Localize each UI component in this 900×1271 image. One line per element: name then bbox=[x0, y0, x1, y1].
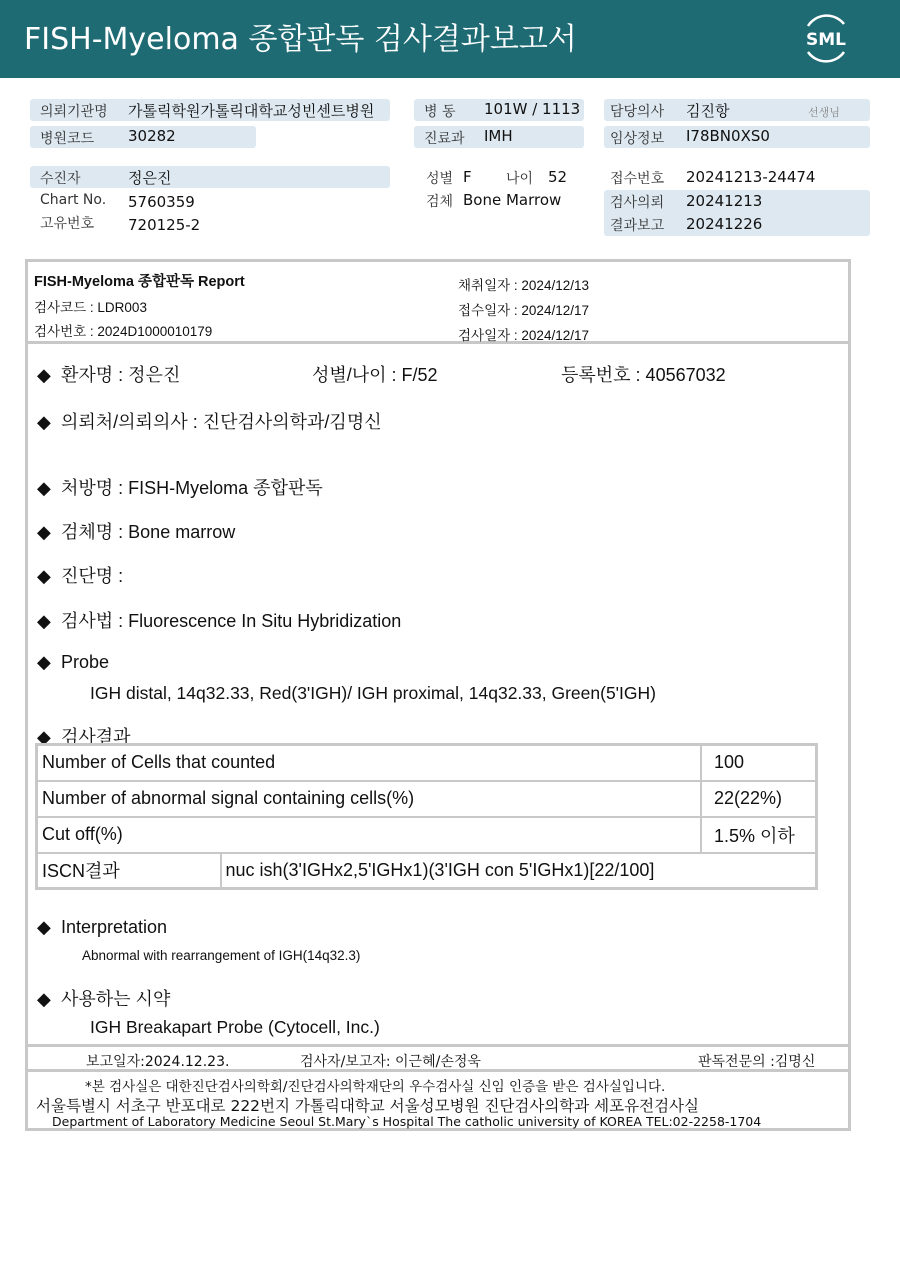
ward-label: 병 동 bbox=[424, 104, 456, 120]
table-row bbox=[37, 817, 817, 853]
referrer-item: ◆ 의뢰처/의뢰의사 : 진단검사의학과/김명신 bbox=[37, 412, 382, 432]
accreditation-note: *본 검사실은 대한진단검사의학회/진단검사의학재단의 우수검사실 신임 인증을 받은 검사실입니다. bbox=[85, 1079, 666, 1095]
cutoff-label: Cut off(%) bbox=[37, 817, 701, 853]
abnormal-label: Number of abnormal signal containing cells(%) bbox=[37, 781, 701, 817]
prescription-item: ◆ 처방명 : FISH-Myeloma 종합판독 bbox=[37, 478, 323, 498]
table-row bbox=[37, 853, 817, 889]
diamond-icon: ◆ bbox=[37, 522, 51, 542]
receipt-no: 20241213-24474 bbox=[686, 168, 816, 186]
tester: 검사자/보고자: 이근혜/손정욱 bbox=[300, 1054, 481, 1070]
test-code: 검사코드 : LDR003 bbox=[34, 300, 147, 315]
table-row bbox=[37, 781, 817, 817]
sml-logo-icon bbox=[798, 12, 854, 64]
age: 52 bbox=[548, 168, 568, 186]
department-footer: Department of Laboratory Medicine Seoul St.Mary`s Hospital The catholic university of KOREA TEL:02-2258-1704 bbox=[52, 1114, 762, 1129]
diamond-icon: ◆ bbox=[37, 478, 51, 498]
diamond-icon: ◆ bbox=[37, 365, 51, 385]
diamond-icon: ◆ bbox=[37, 566, 51, 586]
diamond-icon: ◆ bbox=[37, 412, 51, 432]
request-date: 20241213 bbox=[686, 192, 763, 210]
sex: F bbox=[463, 168, 472, 186]
patient-name-item: ◆ 환자명 : 정은진 bbox=[37, 365, 181, 385]
logo-text: SML bbox=[806, 30, 846, 50]
test-date: 검사일자 : 2024/12/17 bbox=[458, 328, 589, 343]
reg-no-item: 등록번호 : 40567032 bbox=[561, 365, 726, 385]
report-header bbox=[0, 0, 900, 78]
receipt-no-label: 접수번호 bbox=[610, 171, 665, 187]
report-title: FISH-Myeloma 종합판독 Report bbox=[34, 274, 245, 290]
diamond-icon: ◆ bbox=[37, 917, 51, 937]
method-item: ◆ 검사법 : Fluorescence In Situ Hybridization bbox=[37, 611, 402, 631]
department-label: 진료과 bbox=[424, 131, 465, 147]
result-item: ◆ 검사결과 bbox=[37, 727, 131, 747]
referring-institution-label: 의뢰기관명 bbox=[40, 104, 108, 120]
sex-label: 성별 bbox=[426, 171, 454, 187]
diamond-icon: ◆ bbox=[37, 727, 51, 747]
clinical-info: I78BN0XS0 bbox=[686, 127, 770, 145]
page-title: FISH-Myeloma 종합판독 검사결과보고서 bbox=[24, 22, 577, 57]
signature-line bbox=[28, 1044, 848, 1072]
diagnosis-item: ◆ 진단명 : bbox=[37, 566, 124, 586]
interpretation-item: ◆ Interpretation bbox=[37, 917, 168, 937]
unique-no: 720125-2 bbox=[128, 216, 201, 234]
collect-date: 채취일자 : 2024/12/13 bbox=[458, 278, 589, 293]
patient-label: 수진자 bbox=[40, 171, 81, 187]
result-label: 결과보고 bbox=[610, 218, 665, 234]
diamond-icon: ◆ bbox=[37, 611, 51, 631]
cutoff-value: 1.5% 이하 bbox=[701, 817, 817, 853]
ward: 101W / 1113 bbox=[484, 100, 581, 118]
abnormal-value: 22(22%) bbox=[701, 781, 817, 817]
report-date: 보고일자:2024.12.23. bbox=[86, 1054, 230, 1070]
reagent-item: ◆ 사용하는 시약 bbox=[37, 989, 171, 1009]
lab-address: 서울특별시 서초구 반포대로 222번지 가톨릭대학교 서울성모병원 진단검사의학과 세포유전검사실 bbox=[36, 1097, 699, 1115]
cells-counted-label: Number of Cells that counted bbox=[37, 745, 701, 781]
result-table bbox=[35, 743, 818, 890]
interpretation-text: Abnormal with rearrangement of IGH(14q32.3) bbox=[82, 948, 361, 963]
age-label: 나이 bbox=[506, 171, 534, 187]
doctor-suffix: 선생님 bbox=[808, 106, 840, 119]
specimen: Bone Marrow bbox=[463, 191, 562, 209]
diamond-icon: ◆ bbox=[37, 989, 51, 1009]
info-pill bbox=[30, 166, 390, 188]
doctor: 김진항 bbox=[686, 102, 730, 120]
specialist: 판독전문의 :김명신 bbox=[698, 1054, 816, 1070]
doctor-label: 담당의사 bbox=[610, 104, 665, 120]
test-no: 검사번호 : 2024D1000010179 bbox=[34, 324, 213, 339]
iscn-value: nuc ish(3'IGHx2,5'IGHx1)(3'IGH con 5'IGHx1)[22/100] bbox=[221, 853, 817, 889]
probe-item: ◆ Probe bbox=[37, 652, 110, 672]
clinical-info-label: 임상정보 bbox=[610, 131, 665, 147]
table-row bbox=[37, 745, 817, 781]
chart-no: 5760359 bbox=[128, 193, 195, 211]
report-head bbox=[28, 262, 848, 344]
chart-no-label: Chart No. bbox=[40, 192, 107, 208]
specimen-item: ◆ 검체명 : Bone marrow bbox=[37, 522, 236, 542]
cells-counted: 100 bbox=[701, 745, 817, 781]
probe-text: IGH distal, 14q32.33, Red(3'IGH)/ IGH proximal, 14q32.33, Green(5'IGH) bbox=[90, 683, 656, 703]
unique-no-label: 고유번호 bbox=[40, 216, 95, 232]
report-box bbox=[25, 259, 851, 1131]
patient-name: 정은진 bbox=[128, 169, 172, 187]
hospital-code: 30282 bbox=[128, 127, 176, 145]
reagent-text: IGH Breakapart Probe (Cytocell, Inc.) bbox=[90, 1017, 380, 1037]
sex-age-item: 성별/나이 : F/52 bbox=[312, 365, 438, 385]
diamond-icon: ◆ bbox=[37, 652, 51, 672]
specimen-label: 검체 bbox=[426, 194, 454, 210]
referring-institution: 가톨릭학원가톨릭대학교성빈센트병원 bbox=[128, 102, 375, 120]
receive-date: 접수일자 : 2024/12/17 bbox=[458, 303, 589, 318]
result-date: 20241226 bbox=[686, 215, 763, 233]
department: IMH bbox=[484, 127, 513, 145]
iscn-label: ISCN결과 bbox=[37, 853, 221, 889]
request-label: 검사의뢰 bbox=[610, 195, 665, 211]
hospital-code-label: 병원코드 bbox=[40, 131, 95, 147]
